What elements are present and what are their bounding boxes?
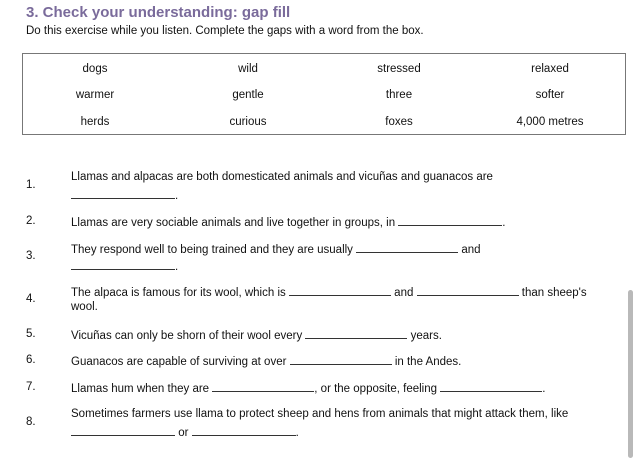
word-4000-metres: 4,000 metres xyxy=(516,116,584,128)
gap-7b[interactable] xyxy=(440,381,542,392)
gap-8a[interactable] xyxy=(71,425,175,436)
question-text: . xyxy=(175,261,179,273)
question-text: Llamas are very sociable animals and live together in groups, in xyxy=(71,217,396,229)
question-6-line-1 xyxy=(71,354,461,368)
question-text: . xyxy=(502,217,506,229)
word-box xyxy=(22,53,626,135)
question-2-line-1 xyxy=(71,215,506,229)
question-8-line-2 xyxy=(71,425,299,439)
gap-7a[interactable] xyxy=(212,381,314,392)
question-text: wool. xyxy=(71,301,98,313)
gap-3a[interactable] xyxy=(356,242,458,253)
question-text: than sheep's xyxy=(521,287,587,299)
question-1-line-1 xyxy=(71,171,493,183)
word-dogs: dogs xyxy=(82,63,108,75)
exercise-title: 3. Check your understanding: gap fill xyxy=(26,4,291,21)
word-curious: curious xyxy=(229,116,267,128)
question-8-line-1 xyxy=(71,408,568,420)
question-text: Guanacos are capable of surviving at over xyxy=(71,356,287,368)
exercise-instruction: Do this exercise while you listen. Complete the gaps with a word from the box. xyxy=(26,25,424,37)
gap-3b[interactable] xyxy=(71,259,175,270)
question-text: . xyxy=(542,383,546,395)
question-1-line-2 xyxy=(71,188,178,202)
question-text: The alpaca is famous for its wool, which is xyxy=(71,287,286,299)
question-number: 7. xyxy=(26,381,36,393)
question-7-line-1 xyxy=(71,381,545,395)
gap-4b[interactable] xyxy=(417,285,519,296)
word-box-row xyxy=(23,89,625,107)
question-3-line-2 xyxy=(71,259,178,273)
question-text: Llamas hum when they are xyxy=(71,383,210,395)
word-softer: softer xyxy=(535,89,565,101)
question-5-line-1 xyxy=(71,328,442,342)
question-number: 8. xyxy=(26,416,36,428)
gap-1[interactable] xyxy=(71,188,175,199)
question-text: or xyxy=(178,427,189,439)
question-4-line-2 xyxy=(71,301,98,313)
question-number: 6. xyxy=(26,354,36,366)
question-text: Llamas and alpacas are both domesticated animals and vicuñas and guanacos are xyxy=(71,171,493,183)
gap-8b[interactable] xyxy=(192,425,296,436)
question-number: 2. xyxy=(26,215,36,227)
question-text: They respond well to being trained and they are usually xyxy=(71,244,353,256)
question-text: . xyxy=(175,190,179,202)
question-text: , or the opposite, feeling xyxy=(314,383,438,395)
word-three: three xyxy=(385,89,413,101)
gap-2[interactable] xyxy=(398,215,502,226)
question-text: and xyxy=(461,244,481,256)
question-number: 3. xyxy=(26,250,36,262)
question-text: Sometimes farmers use llama to protect sheep and hens from animals that might attack them, like xyxy=(71,408,569,420)
question-number: 4. xyxy=(26,293,36,305)
question-4-line-1 xyxy=(71,285,587,299)
question-text: years. xyxy=(410,330,442,342)
word-box-row xyxy=(23,116,625,134)
question-text: in the Andes. xyxy=(394,356,462,368)
question-number: 5. xyxy=(26,328,36,340)
question-number: 1. xyxy=(26,179,36,191)
gap-5[interactable] xyxy=(305,328,407,339)
question-3-line-1 xyxy=(71,242,481,256)
word-warmer: warmer xyxy=(75,89,115,101)
word-stressed: stressed xyxy=(377,63,421,75)
gap-4a[interactable] xyxy=(289,285,391,296)
scrollbar[interactable] xyxy=(628,290,633,458)
question-text: . xyxy=(295,427,299,439)
word-herds: herds xyxy=(80,116,110,128)
word-wild: wild xyxy=(238,63,258,75)
word-relaxed: relaxed xyxy=(531,63,569,75)
question-text: Vicuñas can only be shorn of their wool every xyxy=(71,330,303,342)
word-box-row xyxy=(23,63,625,81)
gap-6[interactable] xyxy=(290,354,392,365)
word-foxes: foxes xyxy=(385,116,413,128)
question-text: and xyxy=(394,287,414,299)
word-gentle: gentle xyxy=(232,89,264,101)
